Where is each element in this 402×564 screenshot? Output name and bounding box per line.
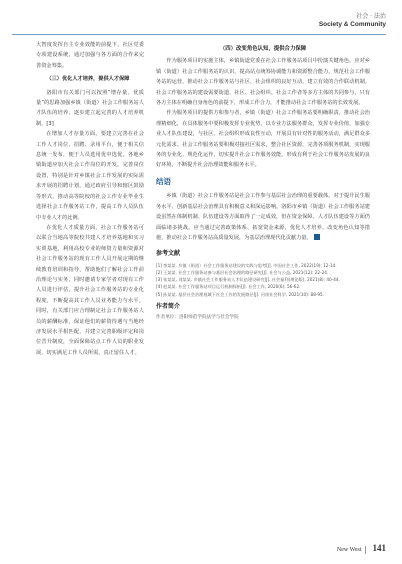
- references-heading: 参考文献: [156, 250, 181, 258]
- conclusion-heading: 结语: [156, 176, 171, 186]
- conclusion-paragraph: [156, 191, 370, 243]
- conclusion-text: 乡镇（街道）社会工作服务站是社会工作参与基层社会治理的重要载体。对于提升民生服务水平、创新基层社会治理具有积极意义和深远影响。洛阳市乡镇（街道）社会工作服务站建设虽然在体制机制、队伍建设等方面取得了一定成效，但在资金保障、人才队伍建设等方面仍面临诸多挑战。应当通过完善政策体系、拓宽资金来源、优化人才培养、改变角色认知等措施，推动社会工作服务站高质量发展，为基层治理现代化贡献力量。: [156, 193, 370, 241]
- reference-item: [156, 291, 370, 298]
- end-mark-icon: N: [314, 234, 320, 240]
- page-footer: [337, 543, 386, 554]
- header-divider: [12, 34, 386, 35]
- left-column: [36, 40, 144, 358]
- section-title-en: Society & Community: [318, 20, 386, 28]
- subsection-heading: （三）优化人才培养，提供人才保障: [46, 76, 130, 83]
- reference-text: 赵某某. 社会工作服务站项目运行机制探析[J]. 社会工作, 2020(6): 56-62.: [163, 284, 301, 290]
- section-title-zh: 社会 · 法治: [356, 13, 386, 20]
- section-label: [319, 14, 386, 28]
- reference-item: [156, 276, 370, 283]
- author-heading: 作者简介: [156, 302, 181, 310]
- paragraph: 大智度发挥自主专业效能的前提下，社区党委专项建设系统，通过加强与各方面的合作来完善资金筹集。: [36, 42, 144, 69]
- reference-item: [156, 269, 370, 276]
- paragraph: 在优化人才质量方面，社会工作服务站可以联合当地高等院校共建人才培养基地和实习实训基地，利用高校专业的师资力量和资源对社会工作服务站的现有工作人员开展定期的继续教育培训和指导，帮助他们了解社会工作前沿理论与实务，同时邀请专家学者对现有工作人员进行评估，提升社会工作服务站的专业化程度，不断提高其工作人员业务能力与水平。同时，有关部门应合理制定社会工作服务站人员的薪酬标准，保证他们的薪资待遇与当地经济发展水平相匹配，并建立完善职级评定和岗位晋升制度，全面保障站点工作人员的职业发展，切实满足工作人员所需，真正留住人才。: [36, 224, 144, 356]
- reference-text: 王某某. 社会工作服务站参与基层社会治理的路径研究[J]. 社会与公益, 2021(12): 22-24.: [163, 269, 329, 275]
- author-info: 作者单位：洛阳师范学院法学与社会学院: [156, 315, 239, 321]
- paragraph: 作为服务项目的实施主体，乡镇街道党委在社会工作服务站项目中扮演关键角色，应对乡镇（街道）社会工作服务站的认识，提高站点统筹协调能力和资源整合能力，规范社会工作服务站的运营，推动社会工作服务站与社区、社会组织的良好互动，建立有效的合作联动机制。社会工作服务站的建设需要街道、社区、社会组织、社会工作者等多方主体的共同参与，只有各方主体在明确自身角色的前提下，形成工作合力，才能推动社会工作服务站的长效发展。: [156, 58, 370, 107]
- reference-number: [3]: [156, 277, 162, 283]
- journal-name: New West: [336, 547, 362, 554]
- reference-number: [4]: [156, 284, 162, 290]
- right-column: [156, 40, 370, 324]
- paragraph: 在增加人才存量方面，要建立完善在社会工作人才岗位、招聘、录用平台，便于相关信息统一发布，便于人员选用优中选优。各地乡镇街道应加大社会工作岗位的开发，完善岗位设置，特别是针对乡镇社会工作发展的实际需求开展的招聘计划，通过政府引导和辖区鼓励等形式，推动高等院校的社会工作专业毕业生选择社会工作服务站工作，提高工作人员队伍中专业人才的比例。: [36, 131, 144, 221]
- reference-number: [2]: [156, 269, 162, 275]
- references-list: [156, 262, 370, 298]
- page-number: 141: [372, 543, 386, 554]
- reference-item: [156, 283, 370, 290]
- reference-number: [5]: [156, 291, 162, 297]
- reference-number: [1]: [156, 262, 162, 268]
- paragraph: 作为服务项目的提供方和参与者，乡镇（街道）社会工作服务站要明确职责，推动社会治理精细化，在具体服务中要积极发挥专业优势，以专业方法服务群众，发挥专业价值，加强专业人才队伍建设，与社区、社会组织形成良性互动，开展具有针对性的服务活动，满足群众多元化需求。社会工作服务站要积极对接社区需求，整合社区资源，完善各项服务机制，实现服务的专业化、规范化运作，切实提升社会工作服务效能，形成有利于社会工作服务站发展的良好环境，不断提升社会治理效能和服务水平。: [156, 110, 370, 169]
- reference-text: 孙某某. 基层社会治理视域下社会工作的发展路径[J]. 河南社会科学, 2021(10): 88-95.: [163, 291, 325, 297]
- footer-divider: [365, 546, 366, 554]
- reference-text: 李某某. 乡镇（街道）社会工作服务站建设的实践与思考[J]. 中国社会工作, 2022(19): 12-14.: [163, 262, 337, 268]
- subsection-heading: （四）改变角色认知，提供合力保障: [219, 46, 307, 52]
- paragraph: 洛阳市有关部门可以按照“增存量、优质量”的思路加强乡镇（街道）社会工作服务站人才队伍的培养，逐步建立起完善的人才培养机制。[3]: [36, 89, 144, 127]
- reference-text: 张某某, 刘某某. 乡镇社会工作服务站人才队伍建设研究[J]. 社会福利(理论版), 2021(8): 40-44.: [163, 277, 340, 283]
- reference-item: [156, 262, 370, 269]
